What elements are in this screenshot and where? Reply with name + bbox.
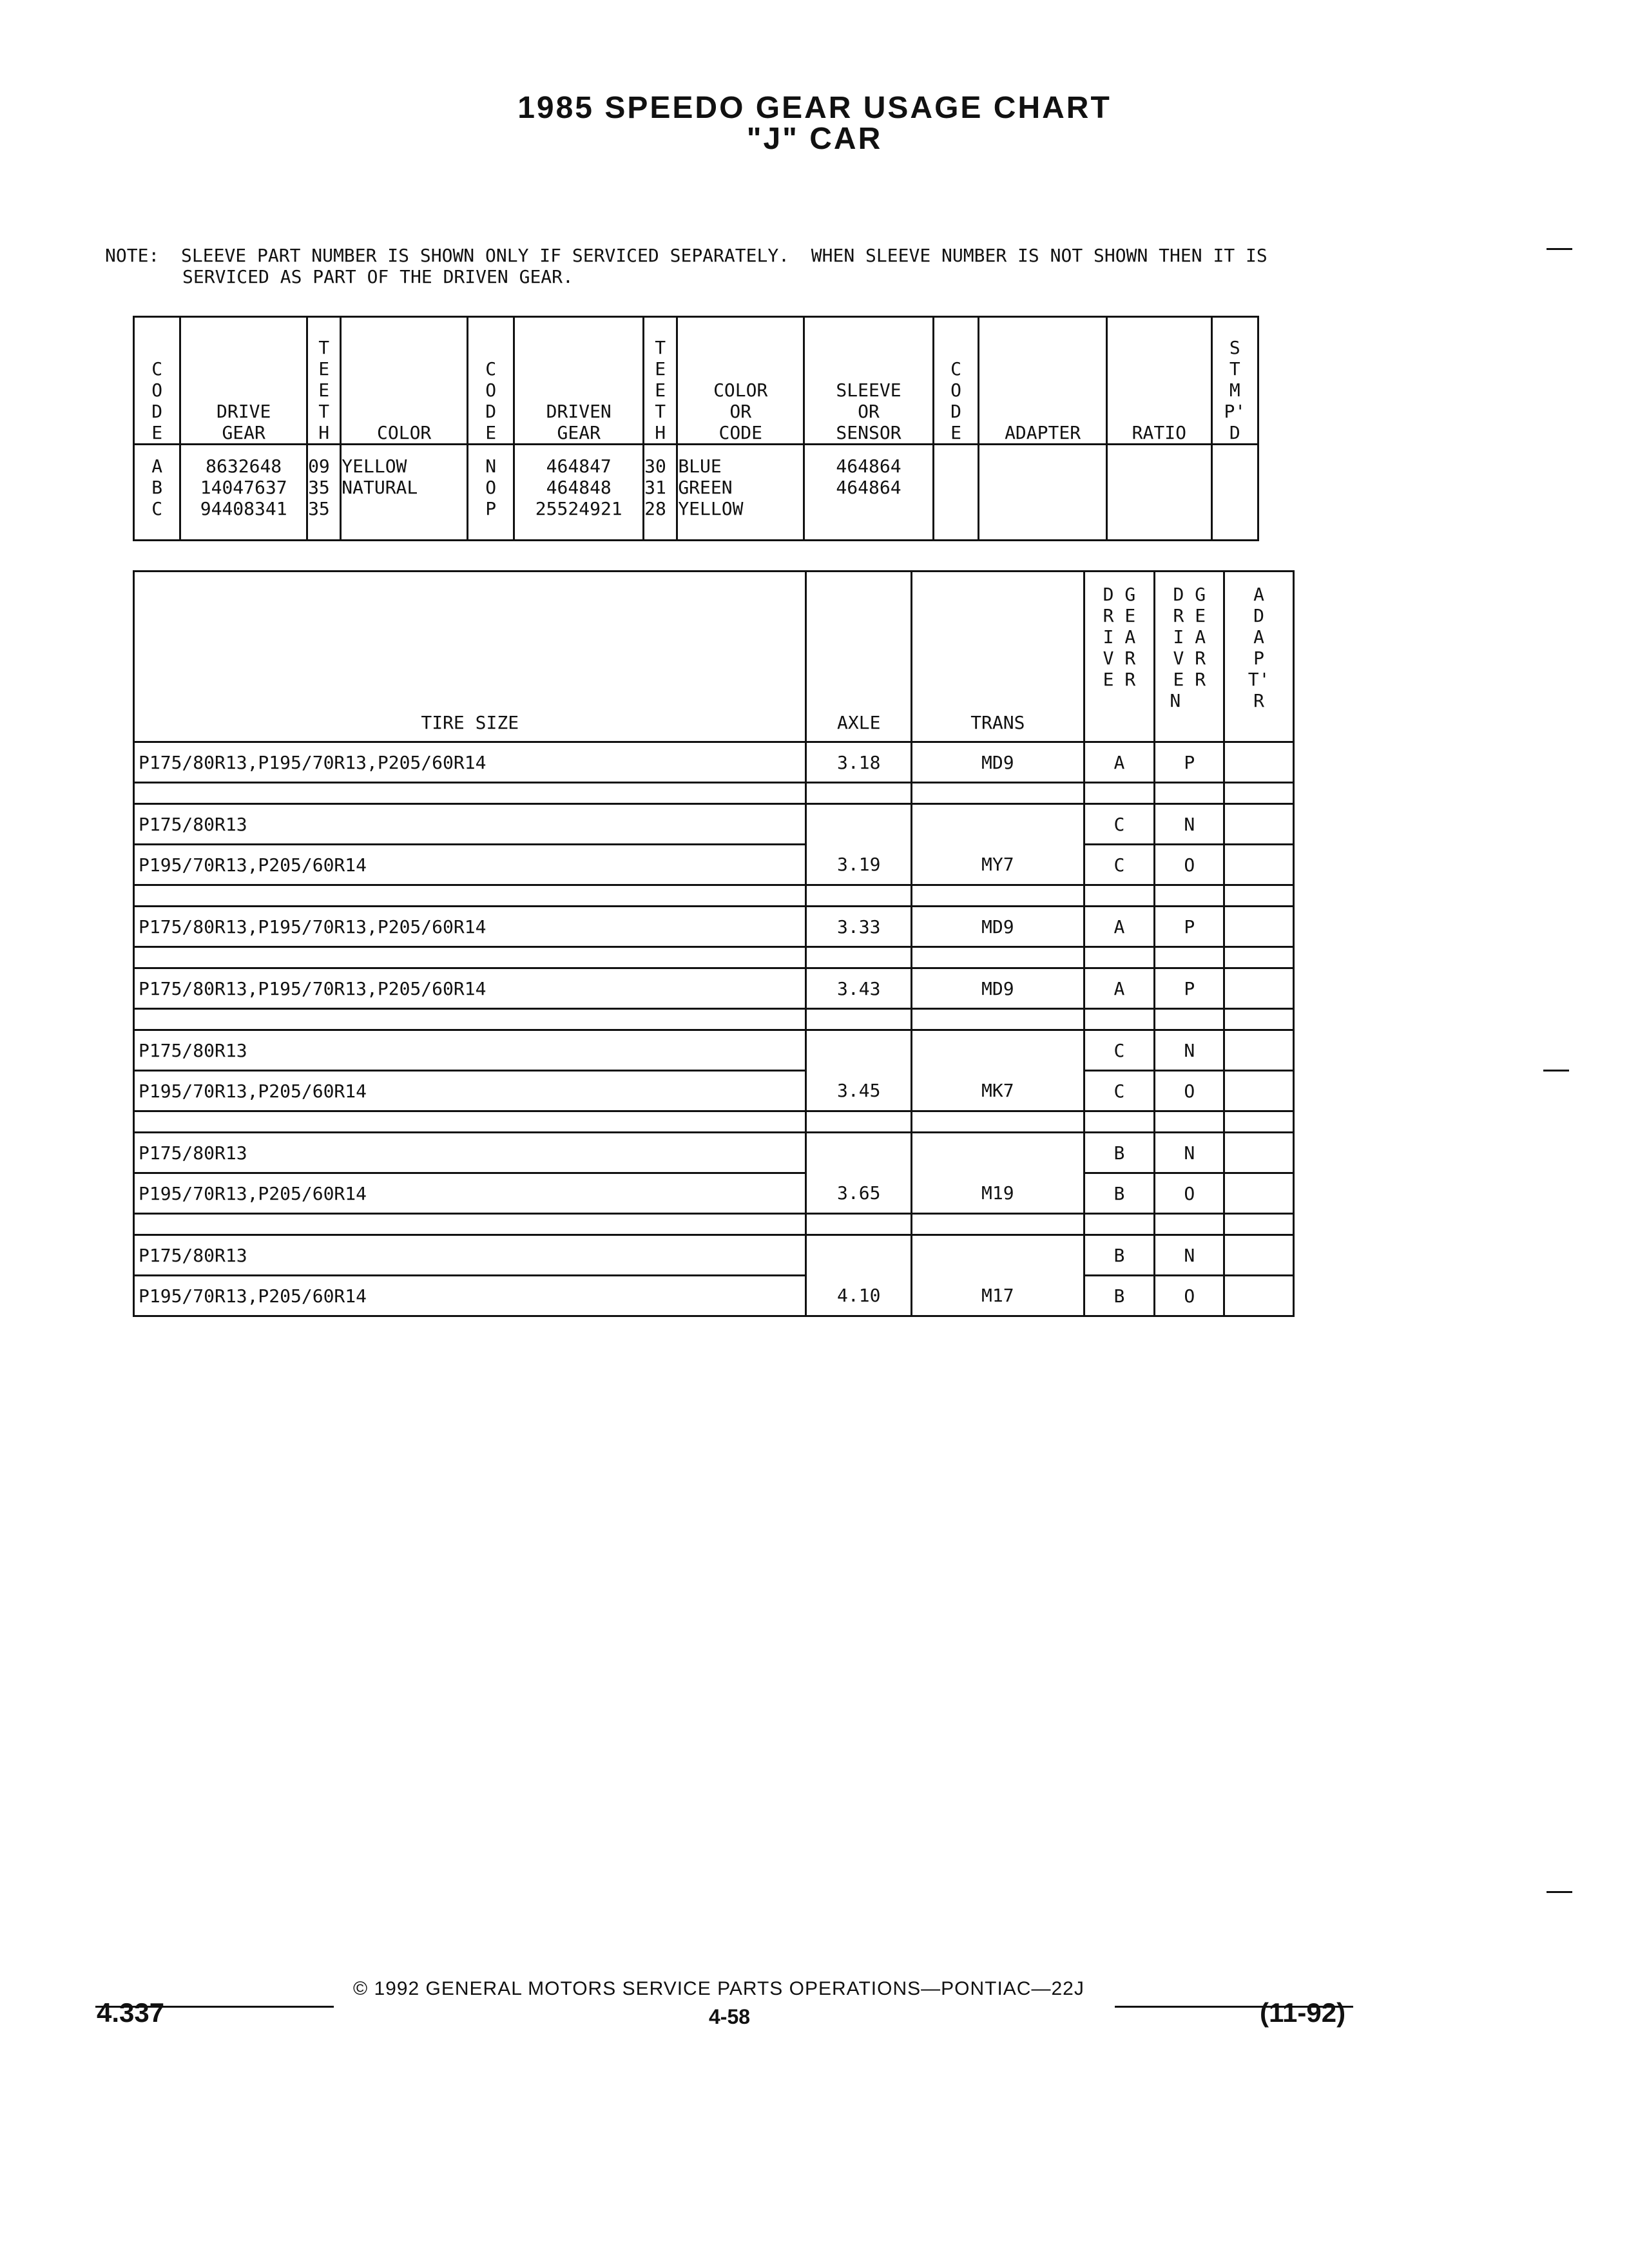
header-adapter: ADAPTER — [979, 317, 1107, 445]
header-code: C O D E — [134, 317, 180, 445]
note-label: NOTE: — [105, 245, 160, 266]
header-color-or-code: COLOR OR CODE — [677, 317, 804, 445]
sleeve-cell: 464864 464864 — [804, 445, 934, 541]
table-row: P195/70R13,P205/60R14 C O — [134, 1071, 1294, 1111]
driven-gear-cell: 464847 464848 25524921 — [514, 445, 644, 541]
margin-tick — [1547, 1891, 1572, 1893]
header-adapter: A D A P T' R — [1224, 572, 1294, 742]
table-row: P175/80R13,P195/70R13,P205/60R14 3.18 MD9 A P — [134, 742, 1294, 783]
drive-color-cell: YELLOW NATURAL — [341, 445, 468, 541]
table-row: P175/80R13,P195/70R13,P205/60R14 3.43 MD9 A P — [134, 968, 1294, 1009]
header-color: COLOR — [341, 317, 468, 445]
header-driven-gear: DRIVEN GEAR — [514, 317, 644, 445]
header-stmpd: S T M P' D — [1211, 317, 1258, 445]
driven-teeth-cell: 30 31 28 — [644, 445, 677, 541]
footer-page-number: 4-58 — [709, 2005, 751, 2028]
table-row: P195/70R13,P205/60R14 C O — [134, 845, 1294, 885]
page-title: 1985 SPEEDO GEAR USAGE CHART — [517, 91, 1112, 125]
drive-teeth-cell: 09 35 35 — [307, 445, 341, 541]
ratio-cell — [1106, 445, 1211, 541]
note — [105, 245, 1268, 287]
table-row: P175/80R13 3.45 MK7 C N — [134, 1030, 1294, 1071]
header-code-2: C O D E — [468, 317, 514, 445]
margin-tick — [1547, 248, 1572, 250]
header-axle: AXLE — [806, 572, 912, 742]
table-row: P175/80R13 3.65 M19 B N — [134, 1133, 1294, 1173]
table-row: P195/70R13,P205/60R14 B O — [134, 1276, 1294, 1316]
header-sleeve: SLEEVE OR SENSOR — [804, 317, 934, 445]
header-tire-size: TIRE SIZE — [134, 572, 806, 742]
table-row: P175/80R13,P195/70R13,P205/60R14 3.33 MD9 A P — [134, 907, 1294, 947]
footer-date: (11-92) — [1260, 1997, 1346, 2028]
margin-tick — [1543, 1070, 1569, 1072]
header-teeth: T E E T H — [307, 317, 341, 445]
drive-gear-cell: 8632648 14047637 94408341 — [180, 445, 307, 541]
usage-table — [133, 570, 1295, 1317]
note-line-1: SLEEVE PART NUMBER IS SHOWN ONLY IF SERVICED SEPARATELY. WHEN SLEEVE NUMBER IS NOT SHOWN THEN IT IS — [181, 245, 1268, 266]
footer-copyright: © 1992 GENERAL MOTORS SERVICE PARTS OPERATIONS—PONTIAC—22J — [353, 1978, 1084, 1999]
header-trans: TRANS — [912, 572, 1084, 742]
gear-table — [133, 316, 1259, 541]
driven-code-cell: N O P — [468, 445, 514, 541]
header-code-3: C O D E — [933, 317, 978, 445]
code-3-cell — [933, 445, 978, 541]
table-row: P175/80R13 3.19 MY7 C N — [134, 804, 1294, 845]
footer-page-code: 4.337 — [97, 1997, 165, 2028]
adapter-cell — [979, 445, 1107, 541]
page-subtitle: "J" CAR — [746, 122, 883, 156]
header-drive-gear: DRIVE GEAR — [180, 317, 307, 445]
driven-color-cell: BLUE GREEN YELLOW — [677, 445, 804, 541]
table-row: P195/70R13,P205/60R14 B O — [134, 1173, 1294, 1214]
header-teeth-2: T E E T H — [644, 317, 677, 445]
stmpd-cell — [1211, 445, 1258, 541]
drive-code-cell: A B C — [134, 445, 180, 541]
header-ratio: RATIO — [1106, 317, 1211, 445]
header-drive-gear: D G R E I A V R E R — [1084, 572, 1155, 742]
header-driven-gear: D G R E I A V R E R N — [1155, 572, 1224, 742]
note-line-2: SERVICED AS PART OF THE DRIVEN GEAR. — [182, 266, 574, 287]
table-row: P175/80R13 4.10 M17 B N — [134, 1235, 1294, 1276]
